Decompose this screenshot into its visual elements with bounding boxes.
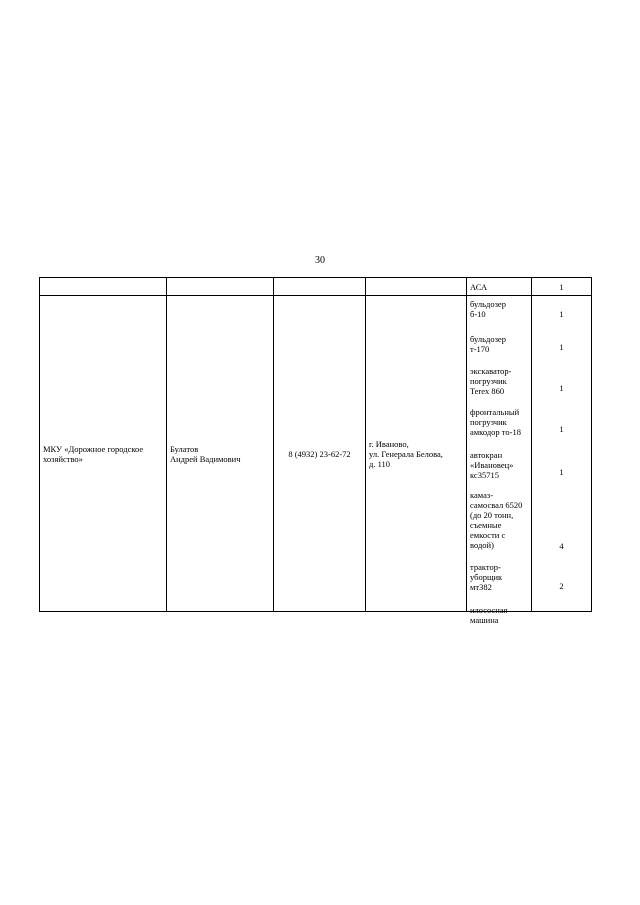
- list-item: автокран «Ивановец» кс35715: [470, 450, 514, 480]
- phone-cell: [274, 278, 366, 296]
- quantity-value: 1: [559, 309, 564, 319]
- equipment-cell: АСА: [467, 278, 532, 296]
- table-row: [40, 278, 592, 296]
- list-item: фронтальный погрузчик амкодор то-18: [470, 407, 521, 437]
- quantity-value: 1: [559, 467, 564, 477]
- address-cell: г. Иваново, ул. Генерала Белова, д. 110: [366, 296, 467, 612]
- quantity-value: 1: [559, 424, 564, 434]
- address-cell: [366, 278, 467, 296]
- organization-cell: [40, 278, 167, 296]
- quantity-value: 1: [559, 383, 564, 393]
- equipment-table: [39, 277, 592, 625]
- list-item: бульдозер т-170: [470, 334, 506, 354]
- quantity-value: 2: [559, 581, 564, 591]
- equipment-list: [470, 299, 528, 625]
- quantity-value: 1: [559, 342, 564, 352]
- quantity-list: [535, 299, 588, 611]
- list-item: экскаватор- погрузчик Terex 860: [470, 366, 512, 396]
- organization-cell: МКУ «Дорожное городское хозяйство»: [40, 296, 167, 612]
- list-item: илососная машина: [470, 605, 508, 625]
- person-cell: Булатов Андрей Вадимович: [167, 296, 274, 612]
- page-number: 30: [315, 255, 325, 266]
- person-cell: [167, 278, 274, 296]
- quantity-cell: 1: [532, 278, 592, 296]
- table-row: [40, 296, 592, 612]
- equipment-list-cell: [467, 296, 532, 625]
- quantity-list-cell: [532, 296, 592, 612]
- list-item: трактор- уборщик мт382: [470, 562, 503, 592]
- quantity-value: 4: [559, 541, 564, 551]
- phone-cell: 8 (4932) 23-62-72: [274, 296, 366, 612]
- list-item: бульдозер б-10: [470, 299, 506, 319]
- list-item: камаз- самосвал 6520 (до 20 тонн, съемные емкости с водой): [470, 490, 523, 550]
